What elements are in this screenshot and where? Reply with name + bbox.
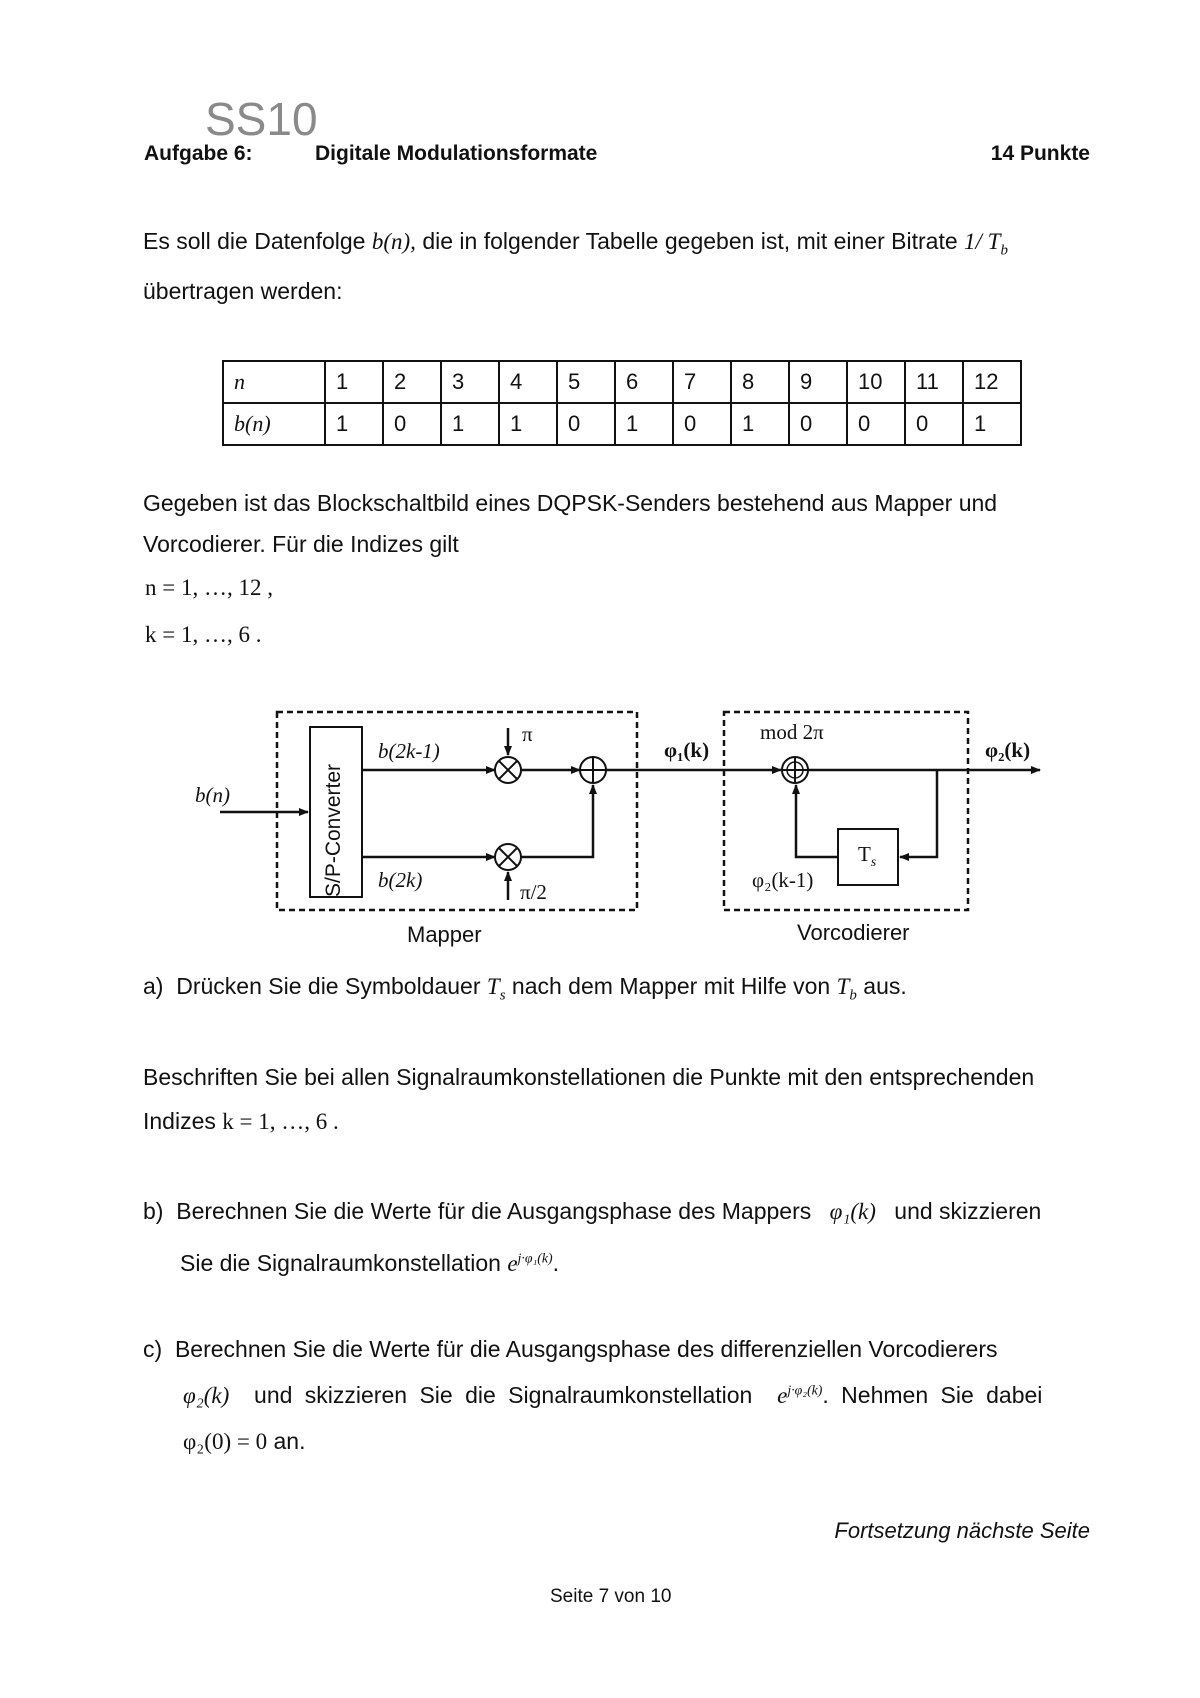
intro-text-a: Es soll die Datenfolge: [143, 228, 366, 254]
phi1-symbol: φ₁(k): [829, 1199, 876, 1224]
table-cell: 5: [557, 361, 615, 403]
phi2-label: φ₂(k): [985, 738, 1031, 762]
table-cell: 1: [325, 403, 383, 445]
question-a: [143, 973, 907, 1005]
table-cell: 9: [789, 361, 847, 403]
k-index-range: k = 1, …, 6 .: [222, 1109, 339, 1134]
lower-branch-label: b(2k): [378, 868, 423, 892]
n-range: n = 1, …, 12 ,: [145, 575, 273, 600]
mapper-label: Mapper: [407, 922, 482, 947]
table-cell: 0: [789, 403, 847, 445]
mod-2pi-label: mod 2π: [760, 720, 824, 744]
phi2-initial: φ₂(0) = 0: [183, 1429, 268, 1454]
description-line-2: Vorcodierer. Für die Indizes gilt: [143, 531, 459, 557]
row-label-n: n: [223, 361, 325, 403]
question-c: c) Berechnen Sie die Werte für die Ausgangsphase des differenziellen Vorcodierers: [143, 1336, 998, 1362]
phi1-label: φ₁(k): [664, 738, 710, 762]
k-range: k = 1, …, 6 .: [145, 622, 262, 647]
question-b-label: b): [143, 1198, 164, 1224]
pi-half-label: π/2: [520, 880, 547, 904]
table-cell: 0: [557, 403, 615, 445]
question-a-text-2: nach dem Mapper mit Hilfe von: [511, 973, 831, 999]
table-cell: 1: [325, 361, 383, 403]
table-cell: 1: [499, 403, 557, 445]
question-c-line-2: φ₂(k) und skizzieren Sie die Signalraumkonstellation $e^{j\cdot\varphi_2(k)}$. Nehmen Sie dabei: [183, 1382, 1043, 1408]
sp-converter-label: S/P-Converter: [322, 763, 345, 897]
page-number: Seite 7 von 10: [550, 1586, 672, 1607]
delay-label: $T_s$: [858, 842, 877, 870]
table-cell: 1: [615, 403, 673, 445]
table-cell: 6: [615, 361, 673, 403]
task-title: Digitale Modulationsformate: [315, 142, 598, 165]
question-a-text-3: aus.: [863, 973, 907, 999]
table-cell: 11: [905, 361, 963, 403]
table-cell: 1: [963, 403, 1021, 445]
bitrate: 1/ $T_b$: [964, 229, 1008, 259]
row-label-bn: b(n): [223, 403, 325, 445]
intro-var-bn: b(n),: [371, 229, 416, 254]
table-cell: 7: [673, 361, 731, 403]
constellation-expr-c: $e^{j\cdot\varphi_2(k)}$: [777, 1382, 823, 1408]
question-a-label: a): [143, 973, 164, 999]
table-cell: 1: [731, 403, 789, 445]
note-line-1: Beschriften Sie bei allen Signalraumkonstellationen die Punkte mit den entsprechenden: [143, 1064, 1035, 1090]
symbol-duration: $T_s$: [486, 974, 506, 1004]
note-line-2: Indizes k = 1, …, 6 .: [143, 1108, 339, 1134]
upper-branch-label: b(2k-1): [378, 739, 440, 763]
constellation-expr-b: $e^{j\cdot\varphi_1(k)}$: [507, 1250, 553, 1276]
table-cell: 0: [905, 403, 963, 445]
table-cell: 0: [847, 403, 905, 445]
pi-label: π: [522, 722, 533, 746]
question-c-label: c): [143, 1336, 163, 1362]
description-line-1: Gegeben ist das Blockschaltbild eines DQPSK-Senders bestehend aus Mapper und: [143, 490, 998, 516]
continue-note: Fortsetzung nächste Seite: [834, 1518, 1090, 1543]
vorcodierer-label: Vorcodierer: [797, 920, 910, 945]
task-number: Aufgabe 6:: [144, 142, 253, 165]
delay-output-arrow: [796, 785, 838, 857]
intro-text-b: die in folgender Tabelle gegeben ist, mit einer Bitrate: [422, 228, 958, 254]
table-cell: 0: [673, 403, 731, 445]
question-c-line-3: φ₂(0) = 0 an.: [183, 1428, 306, 1454]
table-cell: 1: [441, 403, 499, 445]
question-b-line-2: Sie die Signalraumkonstellation $e^{j\cdot\varphi_1(k)}$.: [180, 1250, 559, 1276]
table-cell: 0: [383, 403, 441, 445]
table-cell: 8: [731, 361, 789, 403]
input-label: b(n): [195, 783, 230, 807]
phi2-symbol: φ₂(k): [183, 1383, 230, 1408]
table-cell: 12: [963, 361, 1021, 403]
watermark: SS10: [205, 93, 318, 145]
table-cell: 10: [847, 361, 905, 403]
feedback-arrow: [900, 770, 937, 857]
table-cell: 2: [383, 361, 441, 403]
intro-line-2: übertragen werden:: [143, 278, 343, 304]
task-points: 14 Punkte: [990, 142, 1090, 165]
feedback-label: φ₂(k-1): [752, 868, 814, 892]
bit-duration: $T_b$: [836, 974, 857, 1004]
question-b: b) Berechnen Sie die Werte für die Ausgangsphase des Mappers φ₁(k) und skizzieren: [143, 1198, 1042, 1224]
question-a-text: Drücken Sie die Symboldauer: [176, 973, 481, 999]
table-cell: 4: [499, 361, 557, 403]
table-cell: 3: [441, 361, 499, 403]
